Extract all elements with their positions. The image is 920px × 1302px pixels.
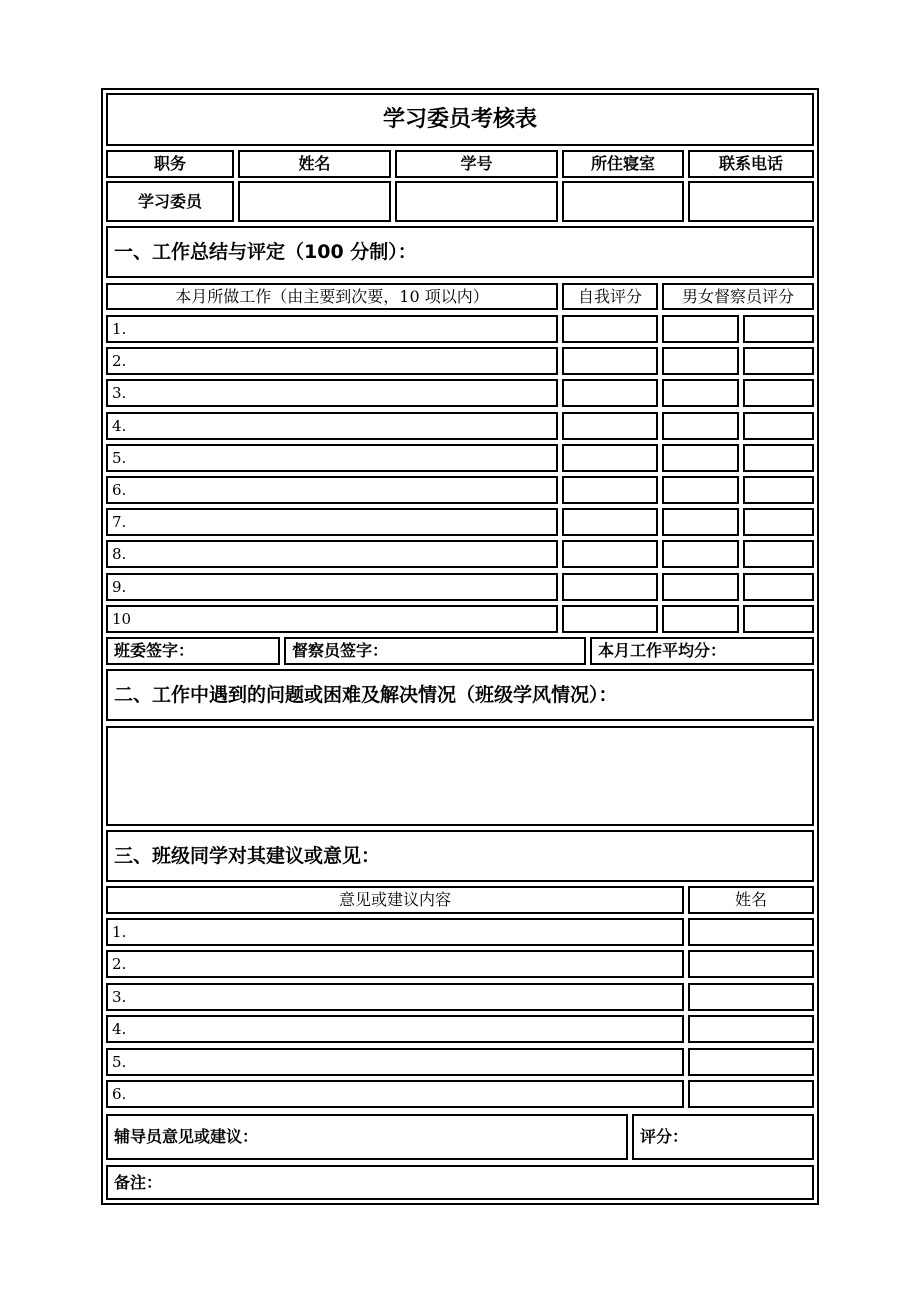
self-score-cell[interactable]	[562, 540, 658, 568]
header-student-id: 学号	[395, 150, 558, 178]
suggestion-name-cell[interactable]	[688, 1015, 814, 1043]
form-title: 学习委员考核表	[106, 93, 814, 146]
header-position: 职务	[106, 150, 234, 178]
supervisor-score-cell-1[interactable]	[662, 573, 739, 601]
supervisor-score-cell-1[interactable]	[662, 444, 739, 472]
counselor-opinion[interactable]: 辅导员意见或建议：	[106, 1114, 628, 1160]
supervisor-score-cell-2[interactable]	[743, 476, 814, 504]
supervisor-score-cell-1[interactable]	[662, 540, 739, 568]
supervisor-score-cell-2[interactable]	[743, 605, 814, 633]
self-score-cell[interactable]	[562, 379, 658, 407]
self-score-cell[interactable]	[562, 347, 658, 375]
work-item-row[interactable]: 8.	[106, 540, 558, 568]
class-committee-signature[interactable]: 班委签字：	[106, 637, 280, 665]
supervisor-score-cell-1[interactable]	[662, 379, 739, 407]
suggestion-row[interactable]: 1.	[106, 918, 684, 946]
work-item-row[interactable]: 2.	[106, 347, 558, 375]
section2-heading: 二、工作中遇到的问题或困难及解决情况（班级学风情况）：	[106, 669, 814, 721]
suggestion-name-cell[interactable]	[688, 983, 814, 1011]
work-item-row[interactable]: 4.	[106, 412, 558, 440]
supervisor-score-header: 男女督察员评分	[662, 283, 814, 310]
work-item-row[interactable]: 9.	[106, 573, 558, 601]
section3-heading: 三、班级同学对其建议或意见：	[106, 830, 814, 882]
section2-content-field[interactable]	[106, 726, 814, 826]
supervisor-score-cell-2[interactable]	[743, 508, 814, 536]
suggestion-name-cell[interactable]	[688, 1048, 814, 1076]
suggestion-row[interactable]: 5.	[106, 1048, 684, 1076]
monthly-average-score[interactable]: 本月工作平均分：	[590, 637, 814, 665]
value-name-field[interactable]	[238, 181, 391, 222]
supervisor-score-cell-1[interactable]	[662, 412, 739, 440]
work-item-row[interactable]: 5.	[106, 444, 558, 472]
value-position: 学习委员	[106, 181, 234, 222]
suggestion-row[interactable]: 6.	[106, 1080, 684, 1108]
supervisor-score-cell-1[interactable]	[662, 508, 739, 536]
header-phone: 联系电话	[688, 150, 814, 178]
supervisor-score-cell-1[interactable]	[662, 315, 739, 343]
suggestion-content-header: 意见或建议内容	[106, 886, 684, 914]
supervisor-score-cell-2[interactable]	[743, 540, 814, 568]
supervisor-score-cell-2[interactable]	[743, 379, 814, 407]
header-name: 姓名	[238, 150, 391, 178]
value-student-id-field[interactable]	[395, 181, 558, 222]
suggestion-name-header: 姓名	[688, 886, 814, 914]
header-dorm: 所住寝室	[562, 150, 684, 178]
work-items-header: 本月所做工作（由主要到次要，10 项以内）	[106, 283, 558, 310]
work-item-row[interactable]: 10	[106, 605, 558, 633]
self-score-header: 自我评分	[562, 283, 658, 310]
self-score-cell[interactable]	[562, 573, 658, 601]
work-item-row[interactable]: 1.	[106, 315, 558, 343]
supervisor-signature[interactable]: 督察员签字：	[284, 637, 586, 665]
work-item-row[interactable]: 3.	[106, 379, 558, 407]
work-item-row[interactable]: 6.	[106, 476, 558, 504]
self-score-cell[interactable]	[562, 476, 658, 504]
self-score-cell[interactable]	[562, 412, 658, 440]
suggestion-name-cell[interactable]	[688, 918, 814, 946]
supervisor-score-cell-2[interactable]	[743, 347, 814, 375]
work-item-row[interactable]: 7.	[106, 508, 558, 536]
self-score-cell[interactable]	[562, 315, 658, 343]
suggestion-name-cell[interactable]	[688, 1080, 814, 1108]
supervisor-score-cell-1[interactable]	[662, 476, 739, 504]
self-score-cell[interactable]	[562, 508, 658, 536]
supervisor-score-cell-1[interactable]	[662, 347, 739, 375]
suggestion-row[interactable]: 2.	[106, 950, 684, 978]
self-score-cell[interactable]	[562, 444, 658, 472]
value-phone-field[interactable]	[688, 181, 814, 222]
supervisor-score-cell-2[interactable]	[743, 315, 814, 343]
counselor-score[interactable]: 评分：	[632, 1114, 814, 1160]
value-dorm-field[interactable]	[562, 181, 684, 222]
self-score-cell[interactable]	[562, 605, 658, 633]
supervisor-score-cell-1[interactable]	[662, 605, 739, 633]
suggestion-name-cell[interactable]	[688, 950, 814, 978]
supervisor-score-cell-2[interactable]	[743, 444, 814, 472]
section1-heading: 一、工作总结与评定（100 分制）：	[106, 226, 814, 278]
supervisor-score-cell-2[interactable]	[743, 573, 814, 601]
supervisor-score-cell-2[interactable]	[743, 412, 814, 440]
suggestion-row[interactable]: 3.	[106, 983, 684, 1011]
suggestion-row[interactable]: 4.	[106, 1015, 684, 1043]
remarks[interactable]: 备注：	[106, 1165, 814, 1200]
